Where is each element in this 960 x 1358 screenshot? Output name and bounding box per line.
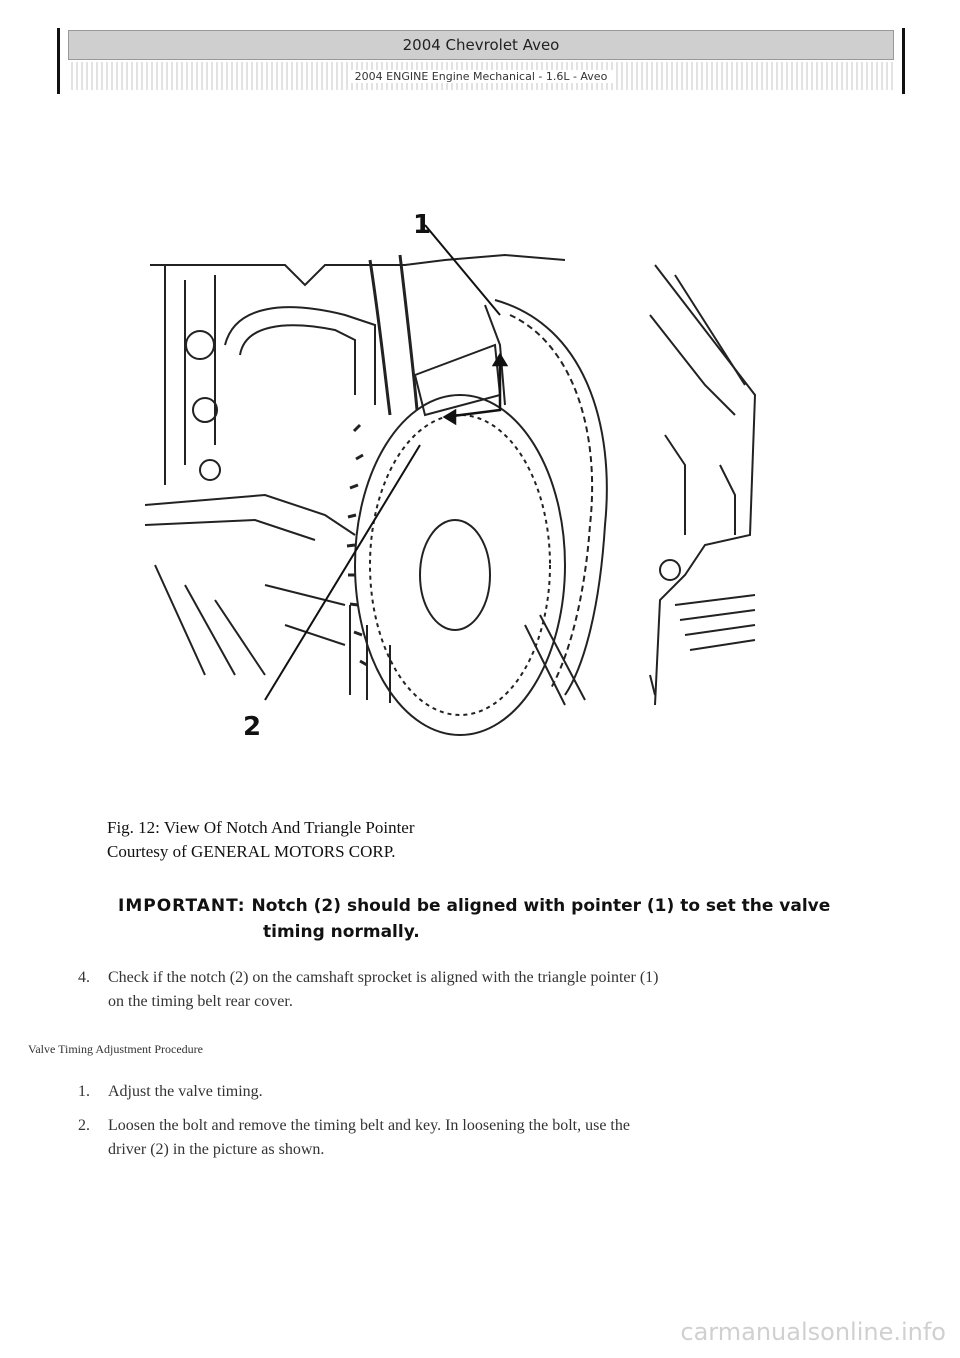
leader-line-2 <box>265 445 420 700</box>
important-note <box>118 893 908 945</box>
step-2 <box>78 1114 928 1164</box>
figure-credit: Courtesy of GENERAL MOTORS CORP. <box>107 842 396 861</box>
step-1 <box>78 1080 928 1106</box>
step-number: 4. <box>78 969 90 986</box>
step-text-line-1: Adjust the valve timing. <box>108 1083 263 1100</box>
notch-pointer-diagram <box>145 205 760 740</box>
important-label: IMPORTANT: <box>118 896 246 916</box>
step-text-line-1: Loosen the bolt and remove the timing belt and key. In loosening the bolt, use the <box>108 1117 630 1134</box>
figure-caption: Fig. 12: View Of Notch And Triangle Pointer <box>107 818 415 837</box>
header-title: 2004 Chevrolet Aveo <box>68 30 894 60</box>
header-subtitle: 2004 ENGINE Engine Mechanical - 1.6L - Aveo <box>349 70 614 83</box>
camshaft-sprocket <box>355 395 565 735</box>
step-number: 1. <box>78 1083 90 1100</box>
important-line-1: Notch (2) should be aligned with pointer (1) to set the valve <box>251 896 831 916</box>
section-heading: Valve Timing Adjustment Procedure <box>28 1042 203 1056</box>
callout-1: 1 <box>413 210 432 240</box>
page-header <box>57 28 905 94</box>
step-number: 2. <box>78 1117 90 1134</box>
step-4 <box>78 966 928 1016</box>
watermark: carmanualsonline.info <box>680 1318 946 1346</box>
leader-line-1 <box>425 225 500 315</box>
callout-2: 2 <box>243 712 262 740</box>
header-subtitle-bar <box>68 62 894 90</box>
step-text-line-2: on the timing belt rear cover. <box>108 993 293 1010</box>
important-line-2: timing normally. <box>263 922 420 942</box>
step-text-line-2: driver (2) in the picture as shown. <box>108 1141 325 1158</box>
step-text-line-1: Check if the notch (2) on the camshaft sprocket is aligned with the triangle pointer (1) <box>108 969 659 986</box>
